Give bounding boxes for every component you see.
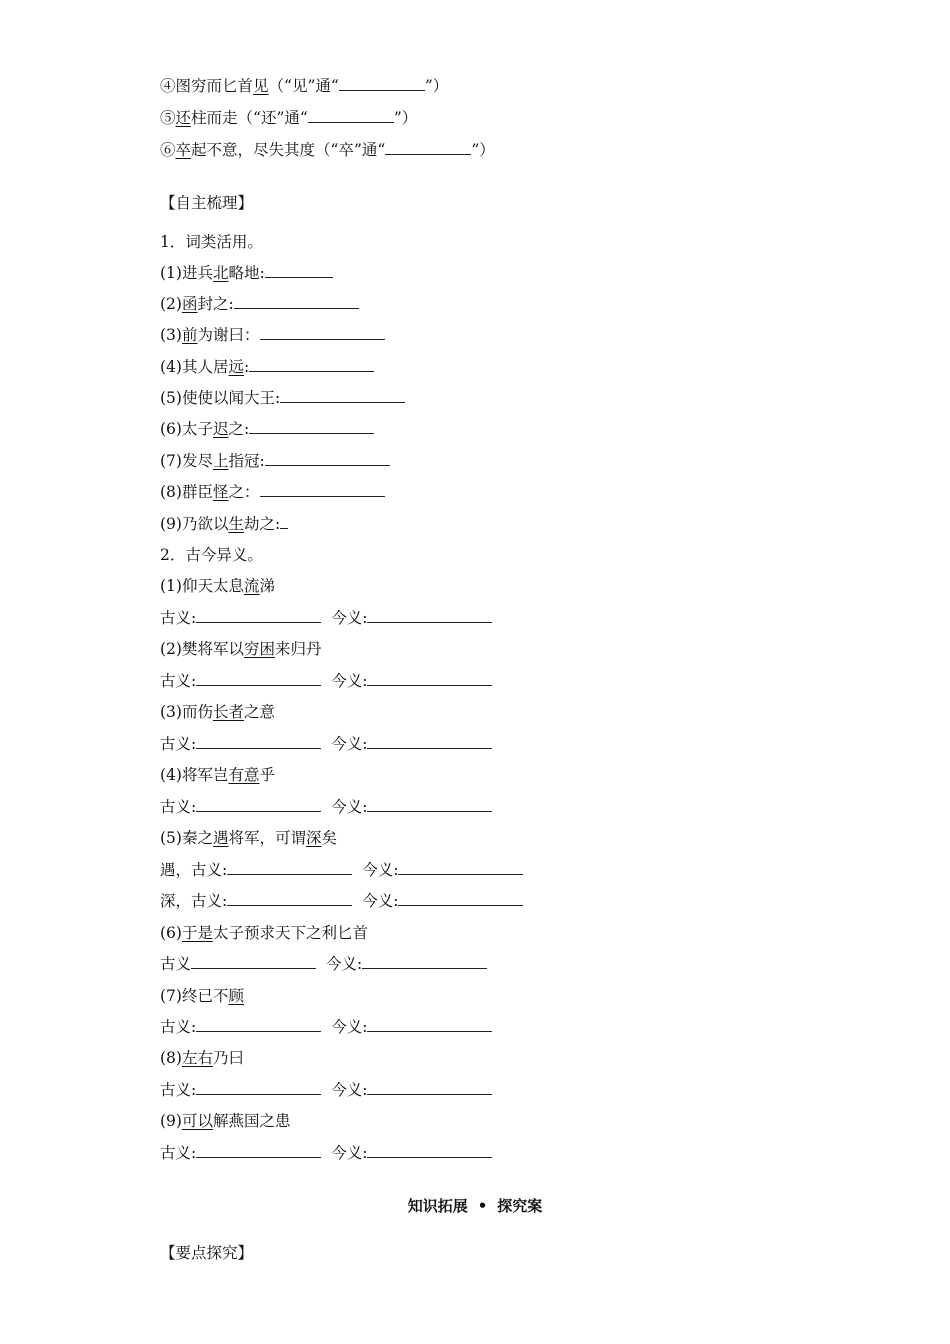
sentence-text: ”） (393, 109, 418, 127)
sentence-text: 涕 (259, 577, 276, 595)
sentence-text: ”） (471, 141, 495, 159)
answer-blank[interactable] (196, 608, 321, 623)
sentence-text: 其人居 (181, 358, 229, 376)
gujin-item-7 (160, 986, 244, 1006)
item-number: (8) (160, 1049, 182, 1067)
answer-blank[interactable] (227, 860, 352, 875)
answer-blank[interactable] (196, 1017, 321, 1032)
sentence-text: 为谢曰： (197, 326, 260, 344)
sentence-text: 将军岂 (181, 766, 229, 784)
sentence-text: 略地: (228, 264, 265, 282)
gu-label: 古义 (160, 955, 192, 973)
answer-blank[interactable] (196, 734, 321, 749)
gujin-item-2 (160, 639, 322, 659)
item-number: (1) (160, 577, 182, 595)
item-number: (4) (160, 358, 182, 376)
cilei-item-3 (160, 325, 385, 345)
underlined-word: 远 (228, 358, 244, 376)
underlined-word: 遇 (212, 829, 229, 847)
section-heading-yaodian: 【要点探究】 (160, 1244, 254, 1262)
gu-label: 古义: (160, 735, 197, 753)
jin-label: 今义: (331, 798, 368, 816)
gujin-answer-2 (160, 671, 492, 691)
gu-label: 古义: (160, 672, 197, 690)
gu-label: 古义: (160, 798, 197, 816)
underlined-word: 卒 (175, 141, 192, 159)
gu-label: 古义: (160, 1081, 197, 1099)
item-number: (5) (160, 829, 182, 847)
sentence-text: 乎 (259, 766, 276, 784)
answer-blank[interactable] (367, 1080, 492, 1095)
sentence-text: 进兵 (181, 264, 213, 282)
underlined-word: 有意 (228, 766, 260, 784)
sentence-text: 之： (228, 483, 260, 501)
answer-blank[interactable] (191, 954, 316, 969)
gujin-item-6 (160, 923, 368, 943)
item-number: (4) (160, 766, 182, 784)
tongjia-item-4 (160, 76, 448, 96)
item-number: ④ (160, 77, 176, 95)
sentence-text: 使使以闻大王: (181, 389, 281, 407)
gujin-item-1 (160, 576, 275, 596)
cilei-item-1 (160, 263, 333, 283)
cilei-item-6 (160, 419, 374, 439)
sentence-text: 群臣 (181, 483, 213, 501)
answer-blank[interactable] (249, 357, 374, 372)
gujin-answer-8 (160, 1080, 492, 1100)
item-number: (9) (160, 515, 182, 533)
item-number: (7) (160, 452, 182, 470)
gujin-item-9 (160, 1111, 291, 1131)
underlined-word: 北 (212, 264, 229, 282)
item-number: ⑤ (160, 109, 176, 127)
cilei-item-2 (160, 294, 359, 314)
underlined-word: 深 (306, 829, 322, 847)
item-number: (5) (160, 389, 182, 407)
sentence-text: ”） (424, 77, 449, 95)
answer-blank[interactable] (280, 514, 288, 529)
sentence-text: 发尽 (181, 452, 213, 470)
sentence-text: 劫之: (244, 515, 281, 533)
item-number: (2) (160, 295, 182, 313)
jin-label: 今义: (331, 672, 368, 690)
section-heading-zizhu: 【自主梳理】 (160, 194, 254, 212)
underlined-word: 函 (181, 295, 198, 313)
sentence-text: 解燕国之患 (212, 1112, 291, 1130)
sentence-text: 太子预求天下之利匕首 (212, 924, 368, 942)
underlined-word: 前 (181, 326, 198, 344)
sentence-text: 指冠: (228, 452, 265, 470)
answer-blank[interactable] (265, 451, 390, 466)
part1-title: 1．词类活用。 (160, 233, 263, 251)
item-number: (8) (160, 483, 182, 501)
cilei-item-7 (160, 451, 390, 471)
gujin-answer-4 (160, 797, 492, 817)
jin-label: 今义: (331, 735, 368, 753)
gujin-item-5 (160, 828, 337, 848)
sentence-text: （“见”通“ (268, 77, 339, 95)
section-title-right: 探究案 (497, 1197, 543, 1215)
sentence-text: 将军，可谓 (228, 829, 307, 847)
gujin-answer-5-shen (160, 891, 523, 911)
answer-blank[interactable] (308, 108, 394, 123)
tongjia-item-5 (160, 108, 417, 128)
underlined-word: 还 (175, 109, 192, 127)
answer-blank[interactable] (367, 734, 492, 749)
answer-blank[interactable] (339, 76, 425, 91)
underlined-word: 生 (228, 515, 244, 533)
item-number: (3) (160, 326, 182, 344)
answer-blank[interactable] (367, 1017, 492, 1032)
tongjia-item-6 (160, 140, 495, 160)
answer-blank[interactable] (367, 1143, 492, 1158)
sentence-text: 终已不 (181, 987, 229, 1005)
jin-label: 今义: (331, 609, 368, 627)
answer-blank[interactable] (385, 140, 471, 155)
answer-blank[interactable] (280, 388, 405, 403)
answer-blank[interactable] (234, 294, 359, 309)
gujin-answer-3 (160, 734, 492, 754)
gujin-item-8 (160, 1048, 244, 1068)
cilei-item-5 (160, 388, 405, 408)
answer-blank[interactable] (196, 1080, 321, 1095)
item-number: (2) (160, 640, 182, 658)
sentence-text: 之: (228, 420, 250, 438)
sentence-text: 矣 (321, 829, 338, 847)
sentence-text: 仰天太息 (181, 577, 244, 595)
cilei-item-9 (160, 514, 288, 534)
underlined-word: 左右 (181, 1049, 213, 1067)
underlined-word: 上 (212, 452, 229, 470)
underlined-word: 怪 (212, 483, 229, 501)
jin-label: 今义: (331, 1081, 368, 1099)
cilei-item-4 (160, 357, 374, 377)
part2-title: 2．古今异义。 (160, 546, 263, 564)
gujin-item-4 (160, 765, 275, 785)
sentence-text: 樊将军以 (181, 640, 244, 658)
gu-label: 古义: (160, 1018, 197, 1036)
underlined-word: 穷困 (243, 640, 275, 658)
bullet-separator: • (477, 1197, 488, 1215)
underlined-word: 长者 (212, 703, 244, 721)
sentence-text: 乃曰 (212, 1049, 244, 1067)
answer-blank[interactable] (367, 797, 492, 812)
underlined-word: 可以 (181, 1112, 213, 1130)
sentence-text: 乃欲以 (181, 515, 229, 533)
answer-blank[interactable] (196, 671, 321, 686)
jin-label: 今义: (331, 1144, 368, 1162)
section-title-left: 知识拓展 (407, 1197, 468, 1215)
underlined-word: 迟 (212, 420, 229, 438)
sentence-text: 来归丹 (275, 640, 322, 658)
answer-blank[interactable] (196, 1143, 321, 1158)
jin-label: 今义: (326, 955, 363, 973)
gujin-answer-6 (160, 954, 487, 974)
jin-label: 今义: (331, 1018, 368, 1036)
answer-blank[interactable] (362, 954, 487, 969)
underlined-word: 顾 (228, 987, 244, 1005)
answer-blank[interactable] (260, 482, 385, 497)
item-number: (7) (160, 987, 182, 1005)
gujin-answer-9 (160, 1143, 492, 1163)
jin-label: 今义: (362, 861, 399, 879)
answer-blank[interactable] (196, 797, 321, 812)
gujin-answer-5-yu (160, 860, 523, 880)
gu-label: 古义: (160, 609, 197, 627)
answer-blank[interactable] (249, 419, 374, 434)
item-number: (9) (160, 1112, 182, 1130)
item-number: (6) (160, 924, 182, 942)
item-number: (6) (160, 420, 182, 438)
answer-blank[interactable] (265, 263, 333, 278)
sentence-text: 而伤 (181, 703, 213, 721)
jin-label: 今义: (362, 892, 399, 910)
gujin-item-3 (160, 702, 275, 722)
answer-blank[interactable] (260, 325, 385, 340)
gujin-answer-1 (160, 608, 492, 628)
answer-blank[interactable] (398, 860, 523, 875)
sentence-text: 封之: (197, 295, 234, 313)
item-number: (3) (160, 703, 182, 721)
sentence-text: 太子 (181, 420, 213, 438)
underlined-word: 见 (253, 77, 269, 95)
item-number: ⑥ (160, 141, 176, 159)
sentence-text: 起不意，尽失其度（“卒”通“ (191, 141, 386, 159)
gujin-answer-7 (160, 1017, 492, 1037)
underlined-word: 于是 (181, 924, 213, 942)
item-number: (1) (160, 264, 182, 282)
sentence-text: 柱而走（“还”通“ (191, 109, 308, 127)
gu-label: 古义: (160, 1144, 197, 1162)
answer-blank[interactable] (367, 608, 492, 623)
answer-blank[interactable] (227, 891, 352, 906)
answer-blank[interactable] (367, 671, 492, 686)
sentence-text: : (244, 358, 250, 376)
underlined-word: 流 (243, 577, 260, 595)
section-title-tuozhan (0, 1195, 950, 1216)
cilei-item-8 (160, 482, 385, 502)
sentence-text: 之意 (244, 703, 276, 721)
gu-label: 遇，古义: (160, 861, 228, 879)
sentence-text: 秦之 (181, 829, 213, 847)
answer-blank[interactable] (398, 891, 523, 906)
gu-label: 深，古义: (160, 892, 228, 910)
sentence-text: 图穷而匕首 (175, 77, 254, 95)
